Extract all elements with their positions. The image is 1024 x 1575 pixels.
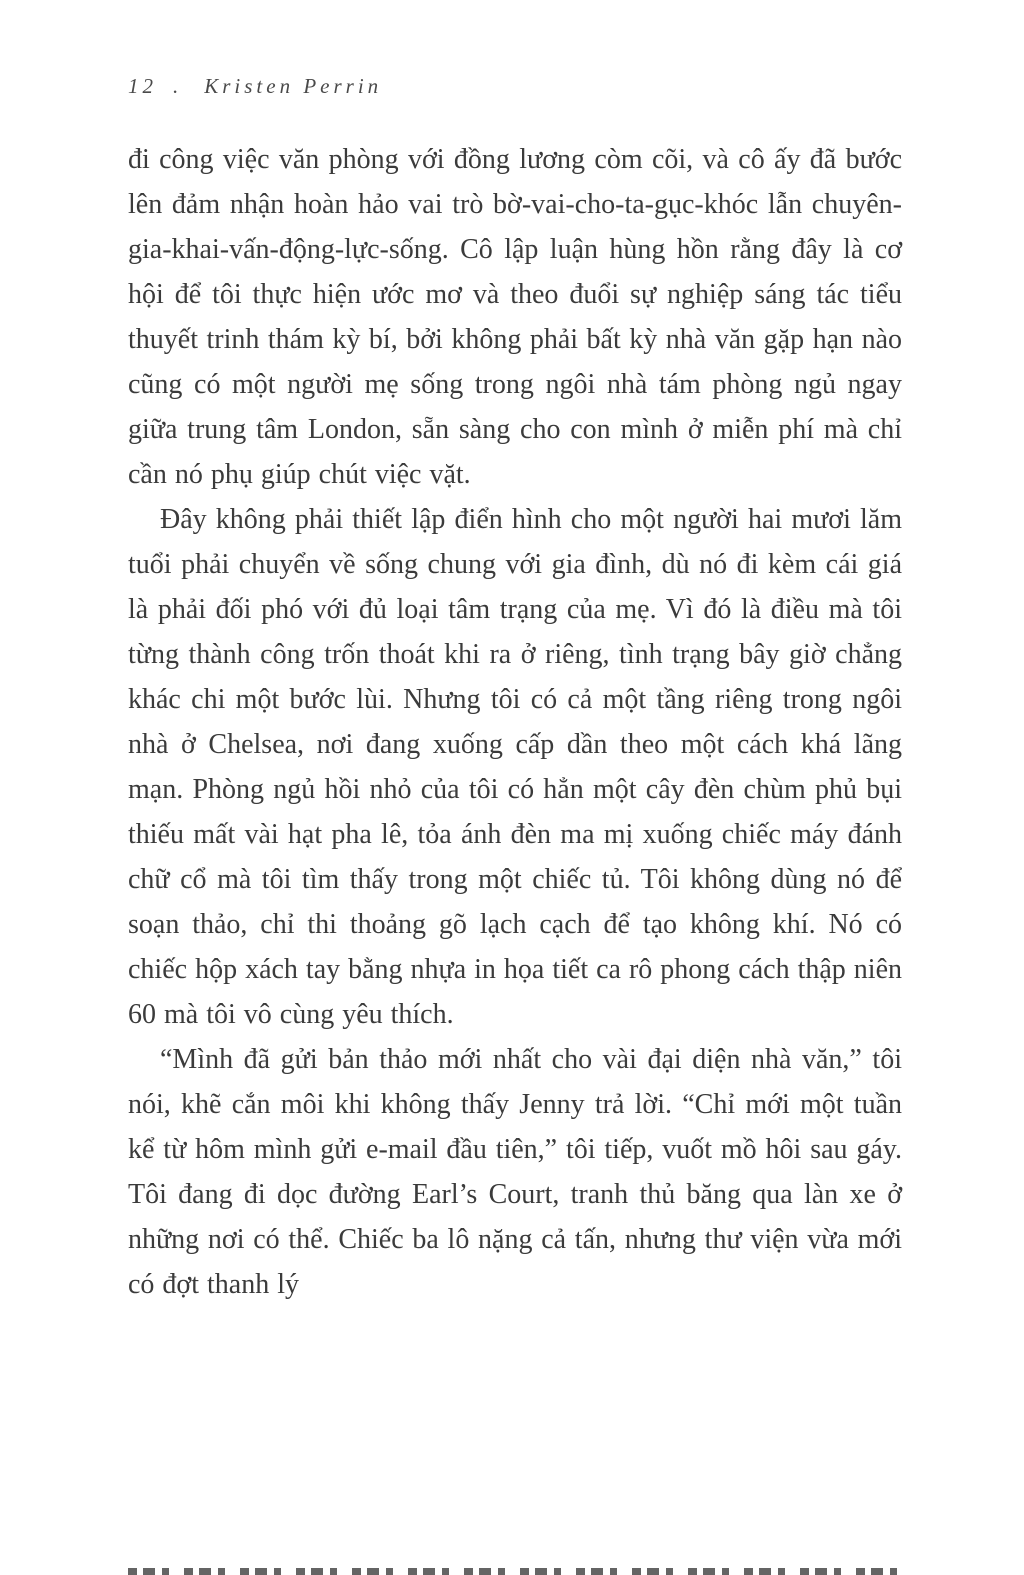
author-name: Kristen Perrin bbox=[204, 74, 383, 98]
clipped-next-line bbox=[128, 1564, 900, 1575]
body-text bbox=[128, 137, 902, 1307]
page-number: 12 bbox=[128, 74, 157, 98]
paragraph-continuation: đi công việc văn phòng với đồng lương còm cõi, và cô ấy đã bước lên đảm nhận hoàn hảo vai trò bờ-vai-cho-ta-gục-khóc lẫn chuyên-gia-khai-vấn-động-lực-sống. Cô lập luận hùng hồn rằng đây là cơ hội để tôi thực hiện ước mơ và theo đuổi sự nghiệp sáng tác tiểu thuyết trinh thám kỳ bí, bởi không phải bất kỳ nhà văn gặp hạn nào cũng có một người mẹ sống trong ngôi nhà tám phòng ngủ ngay giữa trung tâm London, sẵn sàng cho con mình ở miễn phí mà chỉ cần nó phụ giúp chút việc vặt. bbox=[128, 144, 902, 490]
paragraph: “Mình đã gửi bản thảo mới nhất cho vài đại diện nhà văn,” tôi nói, khẽ cắn môi khi không thấy Jenny trả lời. “Chỉ mới một tuần kể từ hôm mình gửi e-mail đầu tiên,” tôi tiếp, vuốt mồ hôi sau gáy. Tôi đang đi dọc đường Earl’s Court, tranh thủ băng qua làn xe ở những nơi có thể. Chiếc ba lô nặng cả tấn, nhưng thư viện vừa mới có đợt thanh lý bbox=[128, 1044, 902, 1300]
paragraph: Đây không phải thiết lập điển hình cho một người hai mươi lăm tuổi phải chuyển về sống chung với gia đình, dù nó đi kèm cái giá là phải đối phó với đủ loại tâm trạng của mẹ. Vì đó là điều mà tôi từng thành công trốn thoát khi ra ở riêng, tình trạng bây giờ chẳng khác chi một bước lùi. Nhưng tôi có cả một tầng riêng trong ngôi nhà ở Chelsea, nơi đang xuống cấp dần theo một cách khá lãng mạn. Phòng ngủ hồi nhỏ của tôi có hẳn một cây đèn chùm phủ bụi thiếu mất vài hạt pha lê, tỏa ánh đèn ma mị xuống chiếc máy đánh chữ cổ mà tôi tìm thấy trong một chiếc tủ. Tôi không dùng nó để soạn thảo, chỉ thi thoảng gõ lạch cạch để tạo không khí. Nó có chiếc hộp xách tay bằng nhựa in họa tiết ca rô phong cách thập niên 60 mà tôi vô cùng yêu thích. bbox=[128, 504, 903, 1030]
running-header bbox=[128, 76, 902, 97]
clipped-glyph-tops bbox=[128, 1568, 900, 1575]
header-separator: . bbox=[173, 74, 183, 98]
